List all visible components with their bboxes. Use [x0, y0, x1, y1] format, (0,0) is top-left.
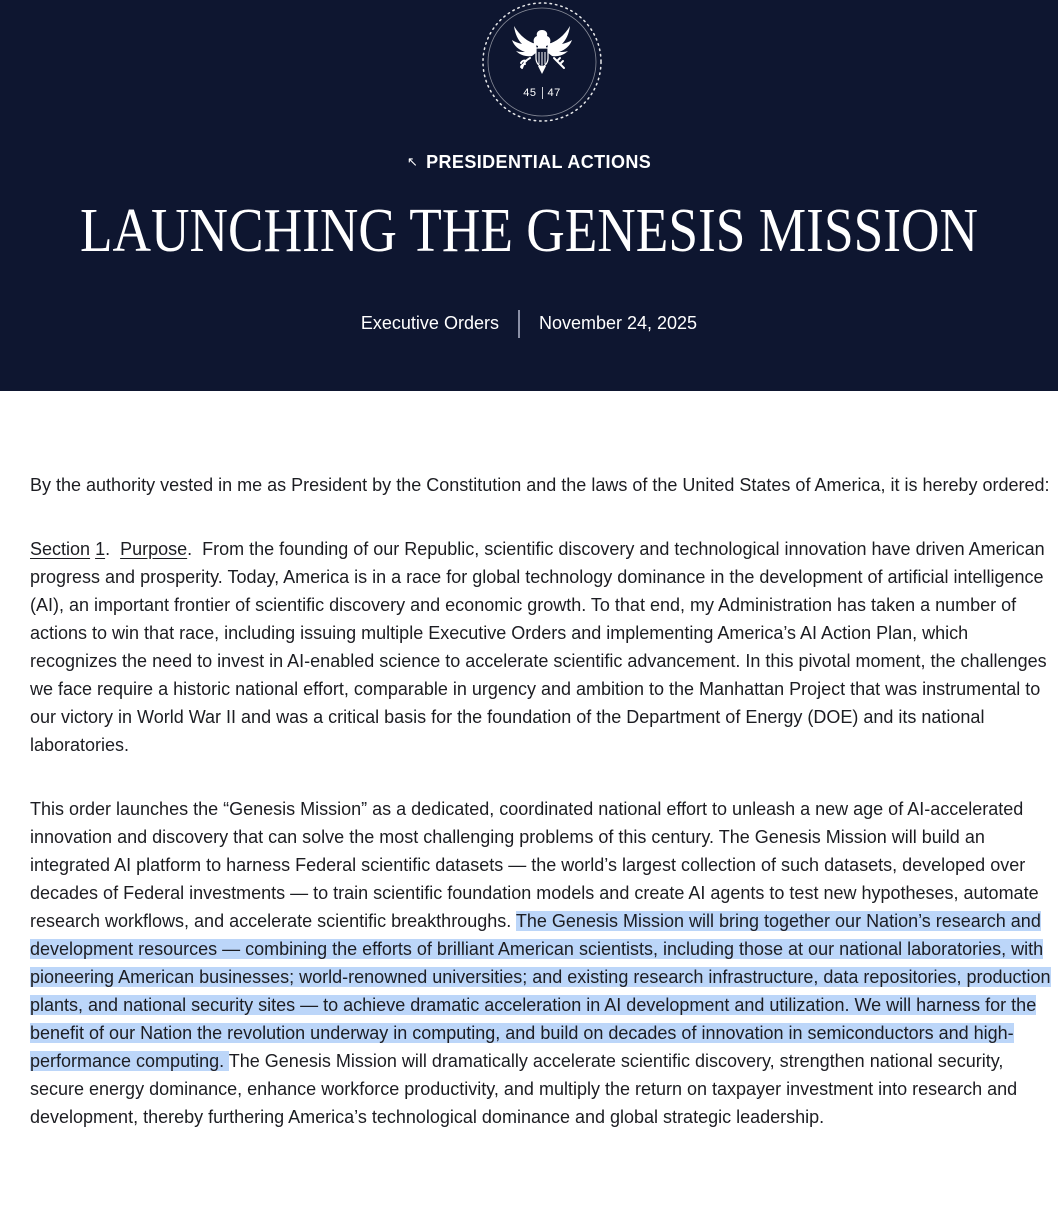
- seal-left-number: 45: [523, 87, 537, 99]
- order-body: [30, 471, 1054, 1131]
- mission-text-after: The Genesis Mission will dramatically accelerate scientific discovery, strengthen national security, secure energy dominance, enhance workforce productivity, and multiply the return on taxpayer investment into research and development, thereby furthering America’s technological dominance and global strategic leadership.: [30, 1051, 1018, 1127]
- mission-paragraph: [30, 795, 1054, 1131]
- seal-right-number: 47: [547, 87, 561, 99]
- presidential-seal-icon: [480, 0, 604, 124]
- page-title: LAUNCHING THE GENESIS MISSION: [79, 197, 979, 265]
- page-hero: [0, 0, 1058, 391]
- meta-divider: [518, 310, 520, 338]
- presidential-seal[interactable]: [480, 0, 604, 124]
- highlighted-text-selection[interactable]: The Genesis Mission will bring together our Nation’s research and development resources — combining the efforts of brilliant American scientists, including those at our national laboratories, with pioneering American businesses; world-renowned universities; and existing research infrastructure, data repositories, production plants, and national security sites — to achieve dramatic acceleration in AI development and utilization. We will harness for the benefit of our Nation the revolution underway in computing, and build on decades of innovation in semiconductors and high-performance computing.: [30, 911, 1051, 1071]
- section-1-text: From the founding of our Republic, scientific discovery and technological innovation have driven American progress and prosperity. Today, America is in a race for global technology dominance in the development of artificial intelligence (AI), an important frontier of scientific discovery and economic growth. To that end, my Administration has taken a number of actions to win that race, including issuing multiple Executive Orders and implementing America’s AI Action Plan, which recognizes the need to invest in AI-enabled science to accelerate scientific advancement. In this pivotal moment, the challenges we face require a historic national effort, comparable in urgency and ambition to the Manhattan Project that was instrumental to our victory in World War II and was a critical basis for the foundation of the Department of Energy (DOE) and its national laboratories.: [30, 539, 1047, 755]
- category-label: PRESIDENTIAL ACTIONS: [426, 152, 652, 172]
- publish-date: November 24, 2025: [538, 312, 698, 333]
- intro-paragraph: By the authority vested in me as President by the Constitution and the laws of the United States of America, it is hereby ordered:: [30, 475, 1050, 495]
- seal-numbers: [480, 87, 604, 99]
- section-label: Section: [30, 539, 91, 559]
- seal-number-separator: [542, 87, 543, 99]
- mission-text-before: This order launches the “Genesis Mission” as a dedicated, coordinated national effort to unleash a new age of AI-accelerated innovation and discovery that can solve the most challenging problems of this century. The Genesis Mission will build an integrated AI platform to harness Federal scientific datasets — the world’s largest collection of such datasets, developed over decades of Federal investments — to train scientific foundation models and create AI agents to test new hypotheses, automate research workflows, and accelerate scientific breakthroughs.: [30, 799, 1039, 931]
- category-link[interactable]: [0, 152, 1058, 173]
- document-type-link[interactable]: Executive Orders: [360, 312, 499, 333]
- arrow-up-left-icon: ↖: [406, 154, 419, 169]
- section-heading: Purpose: [120, 539, 188, 559]
- page-meta: [0, 310, 1058, 338]
- section-number: 1: [95, 539, 106, 559]
- section-1-paragraph: Section 1. Purpose. From the founding of our Republic, scientific discovery and technological innovation have driven American progress and prosperity. Today, America is in a race for global technology dominance in the development of artificial intelligence (AI), an important frontier of scientific discovery and economic growth. To that end, my Administration has taken a number of actions to win that race, including issuing multiple Executive Orders and implementing America’s AI Action Plan, which recognizes the need to invest in AI-enabled science to accelerate scientific advancement. In this pivotal moment, the challenges we face require a historic national effort, comparable in urgency and ambition to the Manhattan Project that was instrumental to our victory in World War II and was a critical basis for the foundation of the Department of Energy (DOE) and its national laboratories.: [30, 539, 1047, 755]
